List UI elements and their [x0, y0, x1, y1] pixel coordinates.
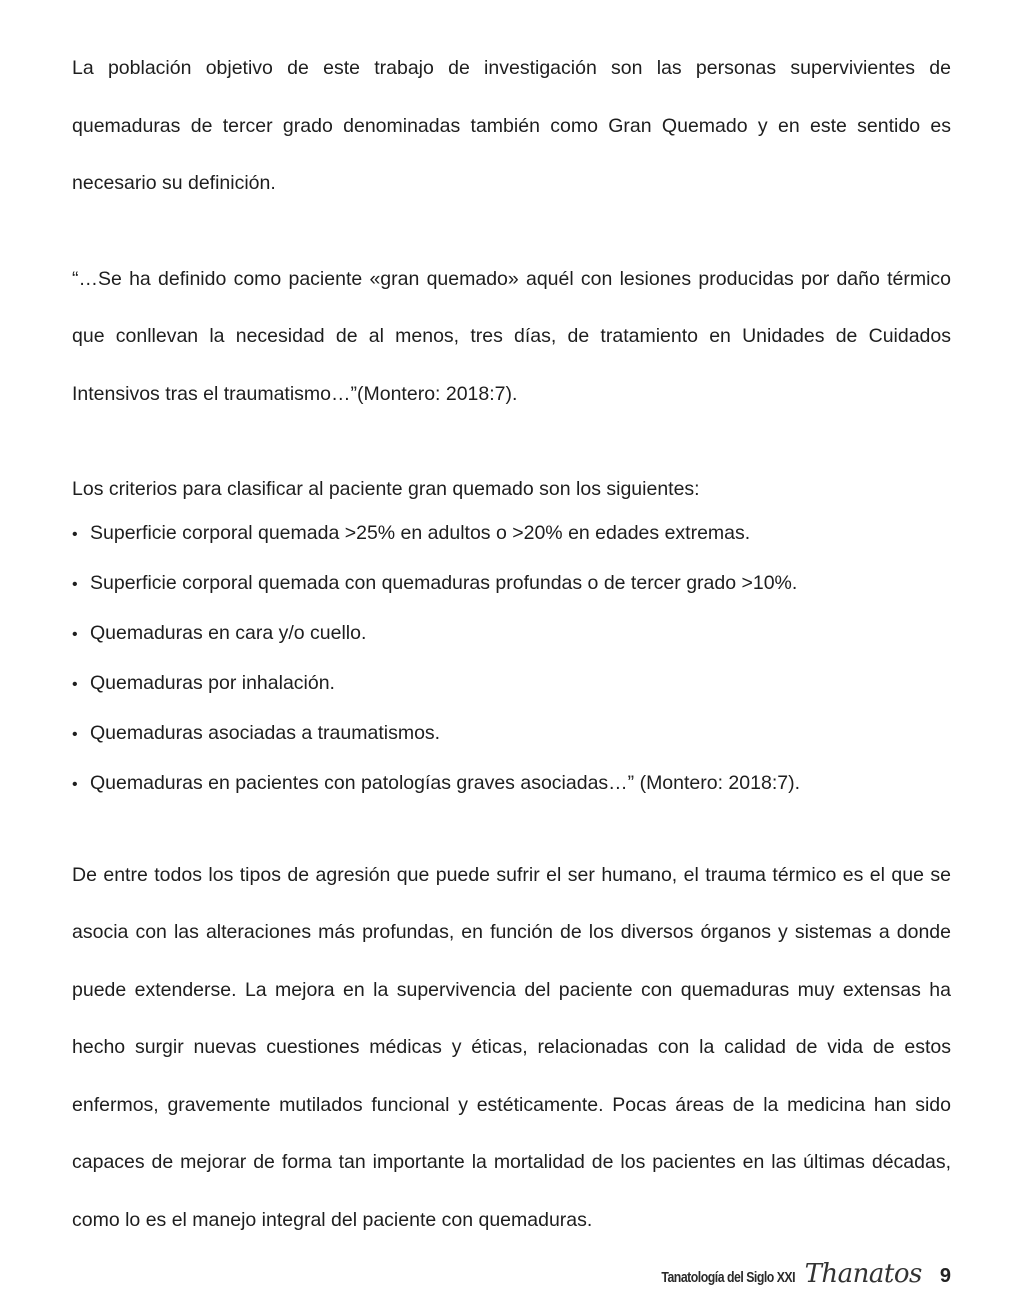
criteria-list	[72, 509, 951, 809]
list-item	[72, 659, 951, 709]
page-footer	[632, 1259, 951, 1289]
bullet-icon: •	[72, 625, 78, 643]
list-item-text: Superficie corporal quemada >25% en adultos o >20% en edades extremas.	[90, 521, 751, 544]
bullet-icon: •	[72, 675, 78, 693]
list-item-text: Quemaduras en pacientes con patologías graves asociadas…” (Montero: 2018:7).	[90, 771, 800, 794]
bullet-icon: •	[72, 525, 78, 543]
page-body	[72, 40, 951, 1249]
list-item	[72, 759, 951, 809]
footer-journal-title: Tanatología del Siglo XXI	[660, 1269, 795, 1286]
list-item-text: Superficie corporal quemada con quemaduras profundas o de tercer grado >10%.	[90, 571, 798, 594]
criteria-intro: Los criterios para clasificar al paciente gran quemado son los siguientes:	[72, 478, 700, 500]
list-item-text: Quemaduras por inhalación.	[90, 671, 335, 694]
list-item	[72, 609, 951, 659]
paragraph-thermal-trauma: De entre todos los tipos de agresión que puede sufrir el ser humano, el trauma térmico es el que se asocia con las alteraciones más profundas, en función de los diversos órganos y sistemas a donde puede extenderse. La mejora en la supervivencia del paciente con quemaduras muy extensas ha hecho surgir nuevas cuestiones médicas y éticas, relacionadas con la calidad de vida de estos enfermos, gravemente mutilados funcional y estéticamente. Pocas áreas de la medicina han sido capaces de mejorar de forma tan importante la mortalidad de los pacientes en las últimas décadas, como lo es el manejo integral del paciente con quemaduras.	[72, 863, 951, 1231]
list-item-text: Quemaduras en cara y/o cuello.	[90, 621, 367, 644]
paragraph-population: La población objetivo de este trabajo de investigación son las personas supervivientes de quemaduras de tercer grado denominadas también como Gran Quemado y en este sentido es necesario su definición.	[72, 57, 951, 194]
bullet-icon: •	[72, 725, 78, 743]
bullet-icon: •	[72, 775, 78, 793]
list-item	[72, 559, 951, 609]
thanatos-logo: Thanatos	[804, 1259, 922, 1289]
bullet-icon: •	[72, 575, 78, 593]
page-number: 9	[939, 1265, 951, 1287]
list-item	[72, 709, 951, 759]
paragraph-definition-quote: “…Se ha definido como paciente «gran quemado» aquél con lesiones producidas por daño térmico que conllevan la necesidad de al menos, tres días, de tratamiento en Unidades de Cuidados Intensivos tras el traumatismo…”(Montero: 2018:7).	[72, 267, 951, 405]
list-item-text: Quemaduras asociadas a traumatismos.	[90, 721, 441, 744]
list-item	[72, 509, 951, 559]
